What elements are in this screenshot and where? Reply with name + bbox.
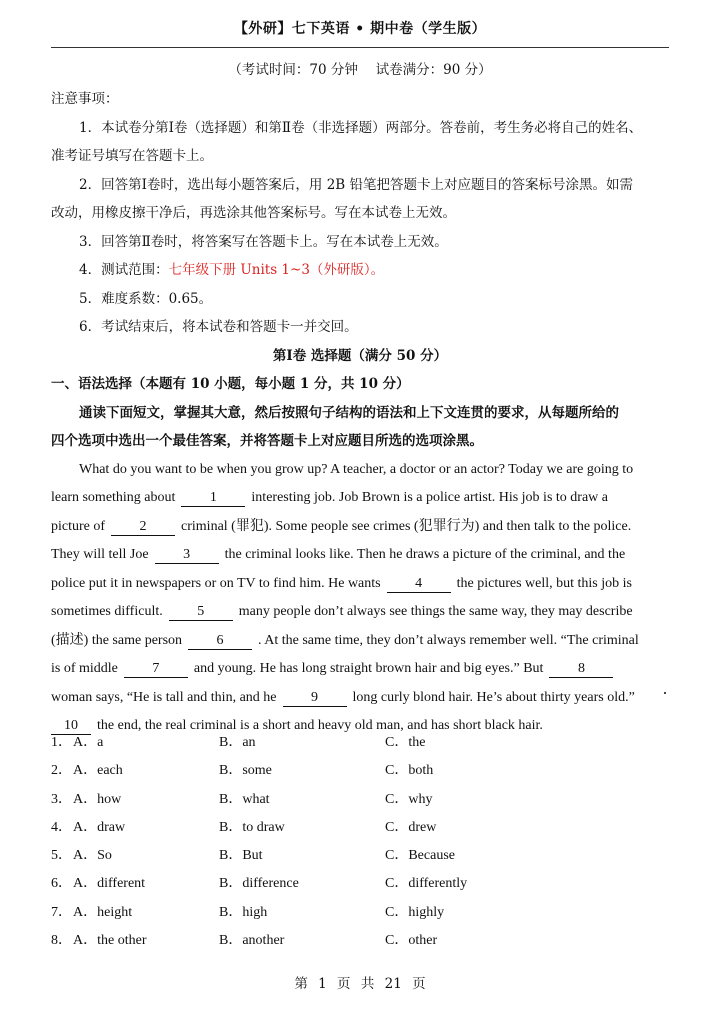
question-row bbox=[51, 731, 669, 759]
answer-blank: 1 bbox=[181, 490, 245, 507]
question-number: 3． bbox=[51, 791, 72, 807]
passage-text: long curly blond hair. He’s about thirty years old.” bbox=[352, 689, 635, 705]
question-number: 5． bbox=[51, 848, 72, 864]
note-scope-value: 七年级下册 Units 1~3（外研版）。 bbox=[168, 262, 385, 278]
note-item: 5．难度系数：0.65。 bbox=[79, 290, 213, 307]
passage-text: They will tell Joe bbox=[51, 547, 149, 562]
answer-blank: 2 bbox=[111, 519, 175, 536]
option-c: C．both bbox=[385, 763, 434, 779]
answer-blank: 4 bbox=[387, 576, 451, 593]
question-row bbox=[51, 901, 669, 929]
passage-text: the criminal looks like. Then he draws a picture of the criminal, and the bbox=[224, 547, 626, 562]
answer-blank: 8 bbox=[549, 661, 613, 678]
option-a: A．each bbox=[73, 763, 123, 779]
passage-line bbox=[51, 484, 669, 513]
notes-heading: 注意事项： bbox=[51, 91, 119, 107]
passage-text: . At the same time, they don’t always remember well. “The criminal bbox=[258, 632, 639, 648]
option-b: B．high bbox=[219, 904, 268, 920]
part-title: 一、语法选择（本题有 10 小题，每小题 1 分，共 10 分） bbox=[51, 376, 410, 392]
option-a: A．So bbox=[73, 848, 112, 864]
exam-info: （考试时间：70 分钟 试卷满分：90 分） bbox=[228, 62, 492, 78]
passage-text: the end, the real criminal is a short and heavy old man, and has short black hair. bbox=[97, 718, 543, 733]
passage-text: picture of bbox=[51, 518, 106, 534]
option-b: B．But bbox=[219, 848, 263, 864]
page-header-title: 【外研】七下英语 • 期中卷（学生版） bbox=[233, 21, 487, 37]
question-row bbox=[51, 759, 669, 787]
question-row bbox=[51, 816, 669, 844]
note-item: 改动，用橡皮擦干净后，再选涂其他答案标号。写在本试卷上无效。 bbox=[51, 205, 456, 221]
option-a: A．draw bbox=[73, 819, 126, 835]
option-b: B．what bbox=[219, 791, 270, 807]
reading-passage bbox=[51, 456, 669, 741]
stray-mark bbox=[664, 692, 666, 694]
option-b: B．difference bbox=[219, 876, 299, 892]
option-c: C．Because bbox=[385, 848, 455, 864]
part-instruction: 四个选项中选出一个最佳答案，并将答题卡上对应题目所选的选项涂黑。 bbox=[51, 433, 483, 449]
question-row bbox=[51, 929, 669, 957]
option-c: C．highly bbox=[385, 904, 445, 920]
question-number: 1． bbox=[51, 735, 72, 750]
passage-text: and young. He has long straight brown hair and big eyes.” But bbox=[193, 661, 544, 676]
part-instruction: 通读下面短文，掌握其大意，然后按照句子结构的语法和上下文连贯的要求，从每题所给的 bbox=[79, 404, 619, 421]
question-number: 6． bbox=[51, 876, 72, 892]
question-row bbox=[51, 788, 669, 816]
passage-text: woman says, “He is tall and thin, and he bbox=[51, 689, 277, 705]
question-row bbox=[51, 872, 669, 900]
content-body bbox=[51, 85, 669, 741]
question-number: 4． bbox=[51, 819, 72, 835]
option-a: A．height bbox=[73, 904, 133, 920]
note-item: 3．回答第Ⅱ卷时，将答案写在答题卡上。写在本试卷上无效。 bbox=[79, 233, 448, 250]
question-number: 2． bbox=[51, 763, 72, 779]
passage-text: many people don’t always see things the same way, they may describe bbox=[238, 604, 633, 619]
option-c: C．drew bbox=[385, 819, 437, 835]
passage-line bbox=[51, 598, 669, 627]
passage-line bbox=[51, 513, 669, 542]
note-item: 准考证号填写在答题卡上。 bbox=[51, 148, 213, 164]
section-title: 第Ⅰ卷 选择题（满分 50 分） bbox=[272, 347, 448, 364]
option-b: B．an bbox=[219, 735, 256, 750]
answer-blank: 3 bbox=[155, 547, 219, 564]
note-scope-label: 4．测试范围： bbox=[79, 262, 169, 278]
passage-line: What do you want to be when you grow up? A teacher, a doctor or an actor? Today we are going to bbox=[79, 461, 634, 477]
question-number: 7． bbox=[51, 904, 72, 920]
header-divider bbox=[51, 47, 669, 48]
passage-line bbox=[51, 655, 669, 684]
question-row bbox=[51, 844, 669, 872]
passage-line bbox=[51, 627, 669, 656]
option-b: B．another bbox=[219, 933, 285, 949]
passage-text: (描述) the same person bbox=[51, 632, 183, 648]
answer-blank: 6 bbox=[188, 633, 252, 650]
passage-text: sometimes difficult. bbox=[51, 604, 163, 619]
passage-text: police put it in newspapers or on TV to find him. He wants bbox=[51, 575, 381, 591]
answer-blank: 10 bbox=[51, 718, 91, 735]
passage-text: is of middle bbox=[51, 661, 118, 676]
note-item: 2．回答第Ⅰ卷时，选出每小题答案后，用 2B 铅笔把答题卡上对应题目的答案标号涂黑。如需 bbox=[79, 176, 634, 193]
option-a: A．a bbox=[73, 735, 104, 750]
passage-text: the pictures well, but this job is bbox=[456, 575, 632, 591]
note-item-scope bbox=[51, 256, 669, 285]
note-item: 6．考试结束后，将本试卷和答题卡一并交回。 bbox=[79, 319, 358, 335]
passage-line bbox=[51, 570, 669, 599]
option-c: C．differently bbox=[385, 876, 468, 892]
option-a: A．the other bbox=[73, 933, 147, 949]
passage-line bbox=[51, 541, 669, 570]
note-item: 1．本试卷分第Ⅰ卷（选择题）和第Ⅱ卷（非选择题）两部分。答卷前，考生务必将自己的姓名、 bbox=[79, 119, 643, 136]
page-footer: 第 1 页 共 21 页 bbox=[294, 976, 426, 992]
passage-line bbox=[51, 684, 669, 713]
option-c: C．the bbox=[385, 735, 426, 750]
option-a: A．how bbox=[73, 791, 122, 807]
passage-text: interesting job. Job Brown is a police artist. His job is to draw a bbox=[251, 490, 608, 505]
option-a: A．different bbox=[73, 876, 146, 892]
answer-blank: 9 bbox=[283, 690, 347, 707]
option-b: B．to draw bbox=[219, 819, 285, 835]
passage-text: learn something about bbox=[51, 490, 176, 505]
option-c: C．other bbox=[385, 933, 438, 949]
question-number: 8． bbox=[51, 933, 72, 949]
option-c: C．why bbox=[385, 791, 433, 807]
option-b: B．some bbox=[219, 763, 272, 779]
answer-blank: 5 bbox=[169, 604, 233, 621]
question-options bbox=[51, 731, 669, 957]
answer-blank: 7 bbox=[124, 661, 188, 678]
passage-text: criminal (罪犯). Some people see crimes (犯罪行为) and then talk to the police. bbox=[181, 518, 632, 534]
